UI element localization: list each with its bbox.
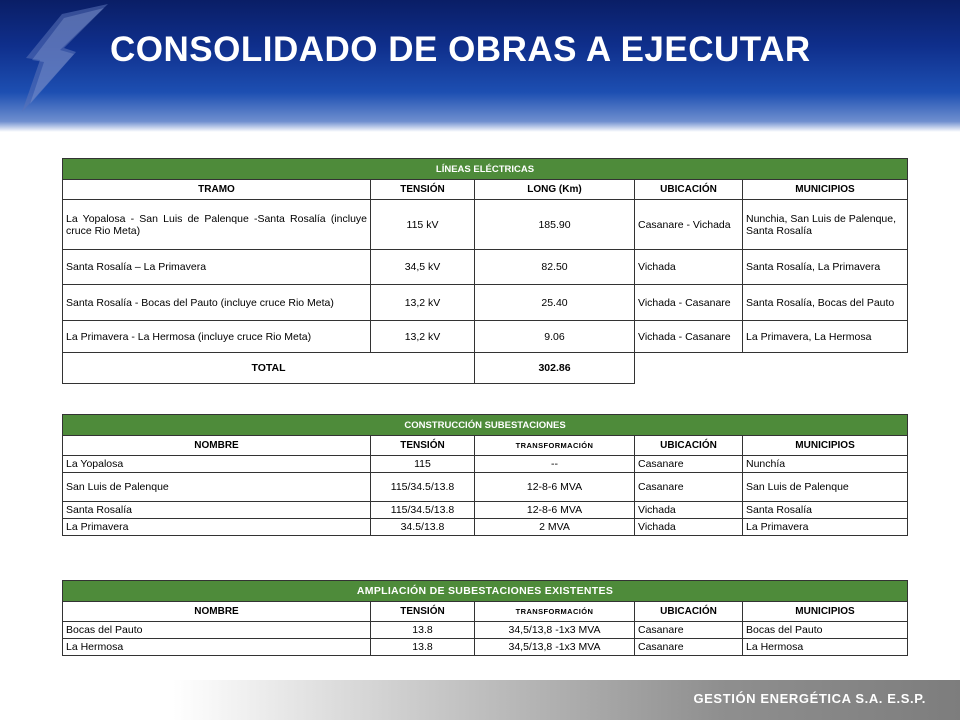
column-header: UBICACIÓN [635, 602, 743, 622]
column-header: TENSIÓN [371, 436, 475, 456]
municipios-cell: La Primavera, La Hermosa [743, 321, 908, 353]
tension-cell: 115 [371, 456, 475, 473]
tension-cell: 34.5/13.8 [371, 519, 475, 536]
section-band: LÍNEAS ELÉCTRICAS [63, 159, 908, 180]
municipios-cell: Santa Rosalía, La Primavera [743, 250, 908, 285]
column-header: TRANSFORMACIÓN [475, 436, 635, 456]
section-band: AMPLIACIÓN DE SUBESTACIONES EXISTENTES [63, 581, 908, 602]
column-header: UBICACIÓN [635, 180, 743, 200]
municipios-cell: Nunchía [743, 456, 908, 473]
transformacion-cell: 34,5/13,8 -1x3 MVA [475, 622, 635, 639]
total-value: 302.86 [475, 353, 635, 384]
column-header: UBICACIÓN [635, 436, 743, 456]
ubicacion-cell: Vichada [635, 250, 743, 285]
ubicacion-cell: Casanare - Vichada [635, 200, 743, 250]
ubicacion-cell: Casanare [635, 622, 743, 639]
ubicacion-cell: Casanare [635, 639, 743, 656]
nombre-cell: Santa Rosalía [63, 502, 371, 519]
municipios-cell: Bocas del Pauto [743, 622, 908, 639]
transformacion-cell: 2 MVA [475, 519, 635, 536]
lineas-electricas-table [62, 158, 908, 384]
transformacion-cell: 34,5/13,8 -1x3 MVA [475, 639, 635, 656]
column-header: MUNICIPIOS [743, 180, 908, 200]
long-cell: 185.90 [475, 200, 635, 250]
ubicacion-cell: Vichada [635, 502, 743, 519]
table-row [63, 321, 908, 353]
header-banner [0, 0, 960, 132]
company-name: GESTIÓN ENERGÉTICA S.A. E.S.P. [693, 691, 926, 706]
municipios-cell: La Primavera [743, 519, 908, 536]
tension-cell: 34,5 kV [371, 250, 475, 285]
nombre-cell: La Hermosa [63, 639, 371, 656]
municipios-cell: Santa Rosalía, Bocas del Pauto [743, 285, 908, 321]
table-row [63, 519, 908, 536]
tension-cell: 115/34.5/13.8 [371, 473, 475, 502]
nombre-cell: Bocas del Pauto [63, 622, 371, 639]
nombre-cell: La Yopalosa [63, 456, 371, 473]
table-row [63, 473, 908, 502]
nombre-cell: La Primavera [63, 519, 371, 536]
tramo-cell: Santa Rosalía – La Primavera [63, 250, 371, 285]
table-row [63, 639, 908, 656]
table-row [63, 285, 908, 321]
tension-cell: 115/34.5/13.8 [371, 502, 475, 519]
municipios-cell: Nunchia, San Luis de Palenque, Santa Rosalía [743, 200, 908, 250]
municipios-cell: San Luis de Palenque [743, 473, 908, 502]
tension-cell: 13.8 [371, 622, 475, 639]
long-cell: 25.40 [475, 285, 635, 321]
total-row [63, 353, 908, 384]
tramo-cell: La Primavera - La Hermosa (incluye cruce Rio Meta) [63, 321, 371, 353]
section-band: CONSTRUCCIÓN SUBESTACIONES [63, 415, 908, 436]
total-label: TOTAL [63, 353, 475, 384]
municipios-cell: La Hermosa [743, 639, 908, 656]
footer-bar [0, 680, 960, 720]
tension-cell: 13,2 kV [371, 321, 475, 353]
column-header: TRAMO [63, 180, 371, 200]
long-cell: 82.50 [475, 250, 635, 285]
tension-cell: 115 kV [371, 200, 475, 250]
tramo-cell: La Yopalosa - San Luis de Palenque -Santa Rosalía (incluye cruce Rio Meta) [63, 200, 371, 250]
table-row [63, 456, 908, 473]
table-row [63, 250, 908, 285]
ubicacion-cell: Vichada - Casanare [635, 321, 743, 353]
transformacion-cell: -- [475, 456, 635, 473]
column-header: TENSIÓN [371, 602, 475, 622]
column-header: TRANSFORMACIÓN [475, 602, 635, 622]
long-cell: 9.06 [475, 321, 635, 353]
column-header: NOMBRE [63, 436, 371, 456]
column-header: TENSIÓN [371, 180, 475, 200]
empty-cell [635, 353, 908, 384]
transformacion-cell: 12-8-6 MVA [475, 473, 635, 502]
table-row [63, 622, 908, 639]
ubicacion-cell: Casanare [635, 456, 743, 473]
column-header: MUNICIPIOS [743, 436, 908, 456]
nombre-cell: San Luis de Palenque [63, 473, 371, 502]
municipios-cell: Santa Rosalía [743, 502, 908, 519]
page-title: CONSOLIDADO DE OBRAS A EJECUTAR [110, 30, 811, 69]
column-header: MUNICIPIOS [743, 602, 908, 622]
tramo-cell: Santa Rosalía - Bocas del Pauto (incluye cruce Rio Meta) [63, 285, 371, 321]
column-header: LONG (Km) [475, 180, 635, 200]
construccion-subestaciones-table [62, 414, 908, 536]
tension-cell: 13,2 kV [371, 285, 475, 321]
ubicacion-cell: Vichada - Casanare [635, 285, 743, 321]
lightning-bolt-icon [0, 0, 120, 132]
table-row [63, 200, 908, 250]
column-header: NOMBRE [63, 602, 371, 622]
tension-cell: 13.8 [371, 639, 475, 656]
transformacion-cell: 12-8-6 MVA [475, 502, 635, 519]
table-row [63, 502, 908, 519]
ampliacion-subestaciones-table [62, 580, 908, 656]
ubicacion-cell: Casanare [635, 473, 743, 502]
ubicacion-cell: Vichada [635, 519, 743, 536]
